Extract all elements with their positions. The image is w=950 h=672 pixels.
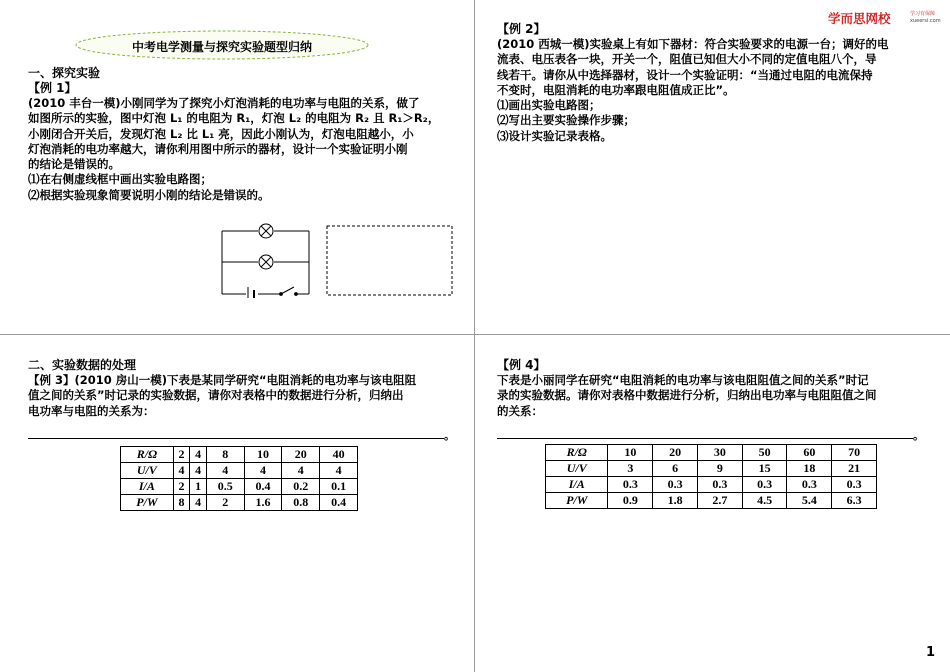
- q1-line: 小刚闭合开关后，发现灯泡 L₂ 比 L₁ 亮，因此小刚认为，灯泡电阻越小，小: [28, 126, 414, 141]
- q1-block: [28, 66, 458, 203]
- brand-url: xueersi.com: [910, 18, 941, 24]
- table-cell: 4: [244, 463, 282, 479]
- q1-line: ⑴在右侧虚线框中画出实验电路图；: [28, 172, 212, 187]
- table-cell: 2.7: [697, 493, 742, 509]
- table-cell: 30: [697, 445, 742, 461]
- table-row: [546, 461, 877, 477]
- table-row: [121, 495, 358, 511]
- q4-answer-line: [497, 438, 913, 439]
- table-cell: 0.3: [653, 477, 698, 493]
- table-cell: 20: [282, 447, 320, 463]
- page-number: 1: [926, 645, 936, 660]
- table-cell: 2: [173, 447, 190, 463]
- q1-example-label: 【例 1】: [28, 81, 77, 95]
- table-cell: 0.4: [320, 495, 358, 511]
- table-cell: 0.3: [787, 477, 832, 493]
- battery-icon: [248, 287, 254, 298]
- q1-line: 的结论是错误的。: [28, 157, 120, 172]
- table-cell: 10: [244, 447, 282, 463]
- table-cell: 4: [320, 463, 358, 479]
- table-cell: 2: [173, 479, 190, 495]
- table-cell: 6.3: [832, 493, 877, 509]
- table-cell: I/A: [546, 477, 608, 493]
- circuit-diagram: [212, 222, 320, 298]
- table-cell: 3: [608, 461, 653, 477]
- table-row: [121, 463, 358, 479]
- q2-line: 不变时，电阻消耗的电功率跟电阻值成正比”。: [497, 82, 735, 97]
- table-cell: 15: [742, 461, 787, 477]
- table-cell: 21: [832, 461, 877, 477]
- q1-line: (2010 丰台一模)小刚同学为了探究小灯泡消耗的电功率与电阻的关系，做了: [28, 96, 420, 110]
- table-cell: 0.8: [282, 495, 320, 511]
- table-cell: 60: [787, 445, 832, 461]
- q4-block: [497, 358, 932, 419]
- q2-example-label: 【例 2】: [497, 22, 546, 36]
- table-cell: 8: [206, 447, 244, 463]
- table-cell: 0.5: [206, 479, 244, 495]
- table-cell: R/Ω: [546, 445, 608, 461]
- q2-block: [497, 22, 932, 144]
- horizontal-divider: [0, 334, 950, 335]
- q3-end-mark: 。: [444, 429, 455, 442]
- q3-line: 值之间的关系”时记录的实验数据，请你对表格中的数据进行分析，归纳出: [28, 388, 404, 403]
- q3-section-heading: 二、实验数据的处理: [28, 358, 137, 372]
- table-cell: 4: [282, 463, 320, 479]
- table-row: [121, 479, 358, 495]
- q3-line: 电功率与电阻的关系为：: [28, 403, 155, 418]
- table-cell: 4: [190, 447, 207, 463]
- lamp-l2-icon: [259, 255, 273, 269]
- table-cell: 2: [206, 495, 244, 511]
- q3-data-table: [120, 446, 358, 511]
- table-cell: 1.6: [244, 495, 282, 511]
- table-cell: R/Ω: [121, 447, 174, 463]
- table-row: [546, 493, 877, 509]
- table-cell: 8: [173, 495, 190, 511]
- q4-line: 下表是小丽同学在研究“电阻消耗的电功率与该电阻阻值之间的关系”时记: [497, 373, 869, 387]
- title-banner: [72, 28, 372, 64]
- table-cell: I/A: [121, 479, 174, 495]
- table-cell: 1.8: [653, 493, 698, 509]
- table-cell: 4: [190, 495, 207, 511]
- table-cell: 0.3: [832, 477, 877, 493]
- table-cell: 0.3: [608, 477, 653, 493]
- table-cell: 4: [206, 463, 244, 479]
- table-cell: 6: [653, 461, 698, 477]
- brand-tagline: 学习有保障: [910, 11, 936, 17]
- q4-line: 录的实验数据。请你对表格中数据进行分析，归纳出电功率与电阻阻值之间: [497, 388, 877, 403]
- q3-answer-line: [28, 438, 444, 439]
- table-cell: 9: [697, 461, 742, 477]
- q4-end-mark: 。: [913, 429, 924, 442]
- table-cell: 0.3: [742, 477, 787, 493]
- q3-block: [28, 358, 458, 419]
- table-cell: U/V: [121, 463, 174, 479]
- table-cell: 18: [787, 461, 832, 477]
- table-cell: 40: [320, 447, 358, 463]
- table-cell: 1: [190, 479, 207, 495]
- page-title: 中考电学测量与探究实验题型归纳: [131, 40, 312, 54]
- table-cell: P/W: [121, 495, 174, 511]
- table-cell: 0.4: [244, 479, 282, 495]
- table-cell: U/V: [546, 461, 608, 477]
- table-row: [546, 445, 877, 461]
- table-row: [121, 447, 358, 463]
- table-cell: 0.9: [608, 493, 653, 509]
- table-row: [546, 477, 877, 493]
- vertical-divider: [474, 0, 475, 672]
- q2-line: ⑶设计实验记录表格。: [497, 128, 612, 143]
- q2-line: ⑴画出实验电路图；: [497, 98, 601, 113]
- q3-line: 【例 3】(2010 房山一模)下表是某同学研究“电阻消耗的电功率与该电阻阻: [28, 373, 417, 387]
- table-cell: 0.3: [697, 477, 742, 493]
- table-cell: P/W: [546, 493, 608, 509]
- q1-section-heading: 一、探究实验: [28, 66, 101, 80]
- table-cell: 50: [742, 445, 787, 461]
- table-cell: 70: [832, 445, 877, 461]
- q2-line: (2010 西城一模)实验桌上有如下器材：符合实验要求的电源一台；调好的电: [497, 37, 889, 51]
- table-cell: 0.2: [282, 479, 320, 495]
- q2-line: 流表、电压表各一块，开关一个，阻值已知但大小不同的定值电阻八个，导: [497, 52, 877, 67]
- brand-name: 学而思网校: [828, 11, 891, 26]
- q1-line: 灯泡消耗的电功率越大，请你利用图中所示的器材，设计一个实验证明小刚: [28, 141, 408, 156]
- dashed-answer-box: [326, 225, 454, 297]
- table-cell: 20: [653, 445, 698, 461]
- lamp-l1-icon: [259, 224, 273, 238]
- q2-line: 线若干。请你从中选择器材，设计一个实验证明：“当通过电阻的电流保持: [497, 67, 873, 82]
- table-cell: 4: [173, 463, 190, 479]
- table-cell: 5.4: [787, 493, 832, 509]
- q1-line: 如图所示的实验，图中灯泡 L₁ 的电阻为 R₁，灯泡 L₂ 的电阻为 R₂ 且 R₁＞R₂，: [28, 111, 440, 126]
- table-cell: 0.1: [320, 479, 358, 495]
- table-cell: 4: [190, 463, 207, 479]
- table-cell: 10: [608, 445, 653, 461]
- q4-data-table: [545, 444, 877, 509]
- switch-icon: [280, 287, 298, 295]
- q4-example-label: 【例 4】: [497, 358, 546, 372]
- q1-line: ⑵根据实验现象简要说明小刚的结论是错误的。: [28, 187, 270, 202]
- q2-line: ⑵写出主要实验操作步骤；: [497, 113, 635, 128]
- table-cell: 4.5: [742, 493, 787, 509]
- q4-line: 的关系：: [497, 403, 543, 418]
